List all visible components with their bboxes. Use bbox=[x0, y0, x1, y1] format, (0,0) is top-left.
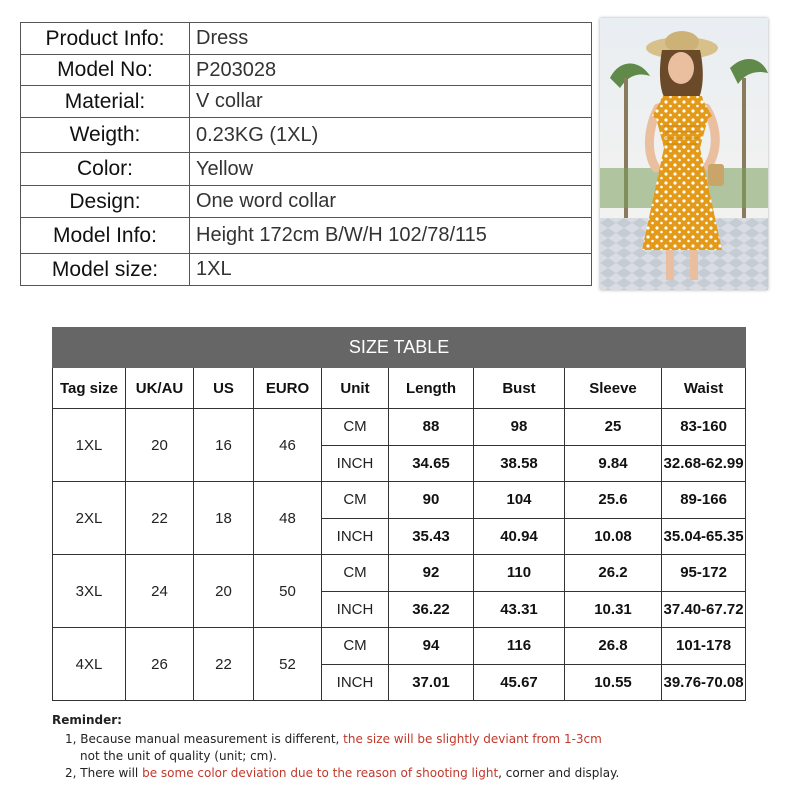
reminder-line-1-text: 1, Because manual measurement is different, bbox=[65, 732, 344, 746]
bust-cell: 38.58 bbox=[474, 445, 565, 482]
product-info-row bbox=[21, 86, 592, 118]
tag-size-cell: 3XL bbox=[53, 555, 126, 628]
product-info-key: Model No: bbox=[21, 55, 190, 86]
product-info-value: Yellow bbox=[190, 153, 592, 186]
length-cell: 94 bbox=[389, 628, 474, 665]
size-table-header-cell: Sleeve bbox=[565, 368, 662, 409]
size-table-header-cell: EURO bbox=[254, 368, 322, 409]
length-cell: 36.22 bbox=[389, 591, 474, 628]
reminder-block bbox=[52, 712, 772, 782]
product-info-row bbox=[21, 118, 592, 153]
unit-cell: CM bbox=[322, 555, 389, 592]
waist-cell: 101-178 bbox=[662, 628, 746, 665]
bust-cell: 116 bbox=[474, 628, 565, 665]
reminder-line-2-tail: , corner and display. bbox=[498, 766, 620, 780]
product-info-row bbox=[21, 218, 592, 254]
model-photo bbox=[600, 18, 768, 290]
euro-cell: 48 bbox=[254, 482, 322, 555]
length-cell: 90 bbox=[389, 482, 474, 519]
uk-au-cell: 22 bbox=[126, 482, 194, 555]
sleeve-cell: 25.6 bbox=[565, 482, 662, 519]
bust-cell: 40.94 bbox=[474, 518, 565, 555]
euro-cell: 46 bbox=[254, 409, 322, 482]
unit-cell: CM bbox=[322, 482, 389, 519]
waist-cell: 37.40-67.72 bbox=[662, 591, 746, 628]
sleeve-cell: 10.31 bbox=[565, 591, 662, 628]
size-table bbox=[52, 327, 746, 701]
bust-cell: 98 bbox=[474, 409, 565, 446]
us-cell: 22 bbox=[194, 628, 254, 701]
size-table-header-cell: UK/AU bbox=[126, 368, 194, 409]
product-info-key: Design: bbox=[21, 186, 190, 218]
sleeve-cell: 9.84 bbox=[565, 445, 662, 482]
size-row-cm bbox=[53, 482, 746, 519]
product-info-key: Model Info: bbox=[21, 218, 190, 254]
product-info-row bbox=[21, 55, 592, 86]
waist-cell: 35.04-65.35 bbox=[662, 518, 746, 555]
reminder-line-2 bbox=[52, 765, 772, 782]
unit-cell: INCH bbox=[322, 591, 389, 628]
product-info-value: Dress bbox=[190, 23, 592, 55]
length-cell: 37.01 bbox=[389, 664, 474, 701]
size-row-cm bbox=[53, 628, 746, 665]
product-info-key: Color: bbox=[21, 153, 190, 186]
size-table-header-cell: Length bbox=[389, 368, 474, 409]
product-info-value: V collar bbox=[190, 86, 592, 118]
size-row-cm bbox=[53, 409, 746, 446]
product-info-row bbox=[21, 153, 592, 186]
unit-cell: INCH bbox=[322, 445, 389, 482]
product-info-key: Material: bbox=[21, 86, 190, 118]
size-table-header-row bbox=[53, 368, 746, 409]
sleeve-cell: 10.55 bbox=[565, 664, 662, 701]
size-table-header-cell: Unit bbox=[322, 368, 389, 409]
product-info-key: Weigth: bbox=[21, 118, 190, 153]
us-cell: 16 bbox=[194, 409, 254, 482]
waist-cell: 89-166 bbox=[662, 482, 746, 519]
uk-au-cell: 20 bbox=[126, 409, 194, 482]
length-cell: 92 bbox=[389, 555, 474, 592]
unit-cell: INCH bbox=[322, 664, 389, 701]
us-cell: 18 bbox=[194, 482, 254, 555]
reminder-line-2-highlight: be some color deviation due to the reason of shooting light bbox=[142, 766, 499, 780]
uk-au-cell: 24 bbox=[126, 555, 194, 628]
bust-cell: 45.67 bbox=[474, 664, 565, 701]
size-table-header-cell: Waist bbox=[662, 368, 746, 409]
euro-cell: 52 bbox=[254, 628, 322, 701]
sleeve-cell: 25 bbox=[565, 409, 662, 446]
length-cell: 35.43 bbox=[389, 518, 474, 555]
product-info-row bbox=[21, 23, 592, 55]
unit-cell: CM bbox=[322, 409, 389, 446]
sleeve-cell: 10.08 bbox=[565, 518, 662, 555]
product-info-value: P203028 bbox=[190, 55, 592, 86]
size-table-header-cell: Bust bbox=[474, 368, 565, 409]
waist-cell: 83-160 bbox=[662, 409, 746, 446]
size-table-header-cell: Tag size bbox=[53, 368, 126, 409]
unit-cell: INCH bbox=[322, 518, 389, 555]
us-cell: 20 bbox=[194, 555, 254, 628]
sleeve-cell: 26.2 bbox=[565, 555, 662, 592]
product-info-table bbox=[20, 22, 592, 286]
product-info-value: Height 172cm B/W/H 102/78/115 bbox=[190, 218, 592, 254]
tag-size-cell: 4XL bbox=[53, 628, 126, 701]
sleeve-cell: 26.8 bbox=[565, 628, 662, 665]
waist-cell: 32.68-62.99 bbox=[662, 445, 746, 482]
product-info-key: Product Info: bbox=[21, 23, 190, 55]
tag-size-cell: 1XL bbox=[53, 409, 126, 482]
bust-cell: 43.31 bbox=[474, 591, 565, 628]
size-table-header-cell: US bbox=[194, 368, 254, 409]
reminder-line-1-highlight: the size will be slightly deviant from 1-3cm bbox=[343, 732, 602, 746]
length-cell: 34.65 bbox=[389, 445, 474, 482]
euro-cell: 50 bbox=[254, 555, 322, 628]
size-row-cm bbox=[53, 555, 746, 592]
size-table-title: SIZE TABLE bbox=[53, 328, 746, 368]
product-info-value: 1XL bbox=[190, 254, 592, 286]
bust-cell: 110 bbox=[474, 555, 565, 592]
uk-au-cell: 26 bbox=[126, 628, 194, 701]
reminder-line-1 bbox=[52, 731, 772, 748]
waist-cell: 95-172 bbox=[662, 555, 746, 592]
product-info-row bbox=[21, 254, 592, 286]
length-cell: 88 bbox=[389, 409, 474, 446]
reminder-line-2-text: 2, There will bbox=[65, 766, 143, 780]
product-info-row bbox=[21, 186, 592, 218]
bust-cell: 104 bbox=[474, 482, 565, 519]
product-info-key: Model size: bbox=[21, 254, 190, 286]
product-info-value: One word collar bbox=[190, 186, 592, 218]
waist-cell: 39.76-70.08 bbox=[662, 664, 746, 701]
product-info-value: 0.23KG (1XL) bbox=[190, 118, 592, 153]
unit-cell: CM bbox=[322, 628, 389, 665]
reminder-line-1-continued: not the unit of quality (unit; cm). bbox=[80, 749, 277, 763]
reminder-title: Reminder: bbox=[52, 713, 122, 727]
tag-size-cell: 2XL bbox=[53, 482, 126, 555]
